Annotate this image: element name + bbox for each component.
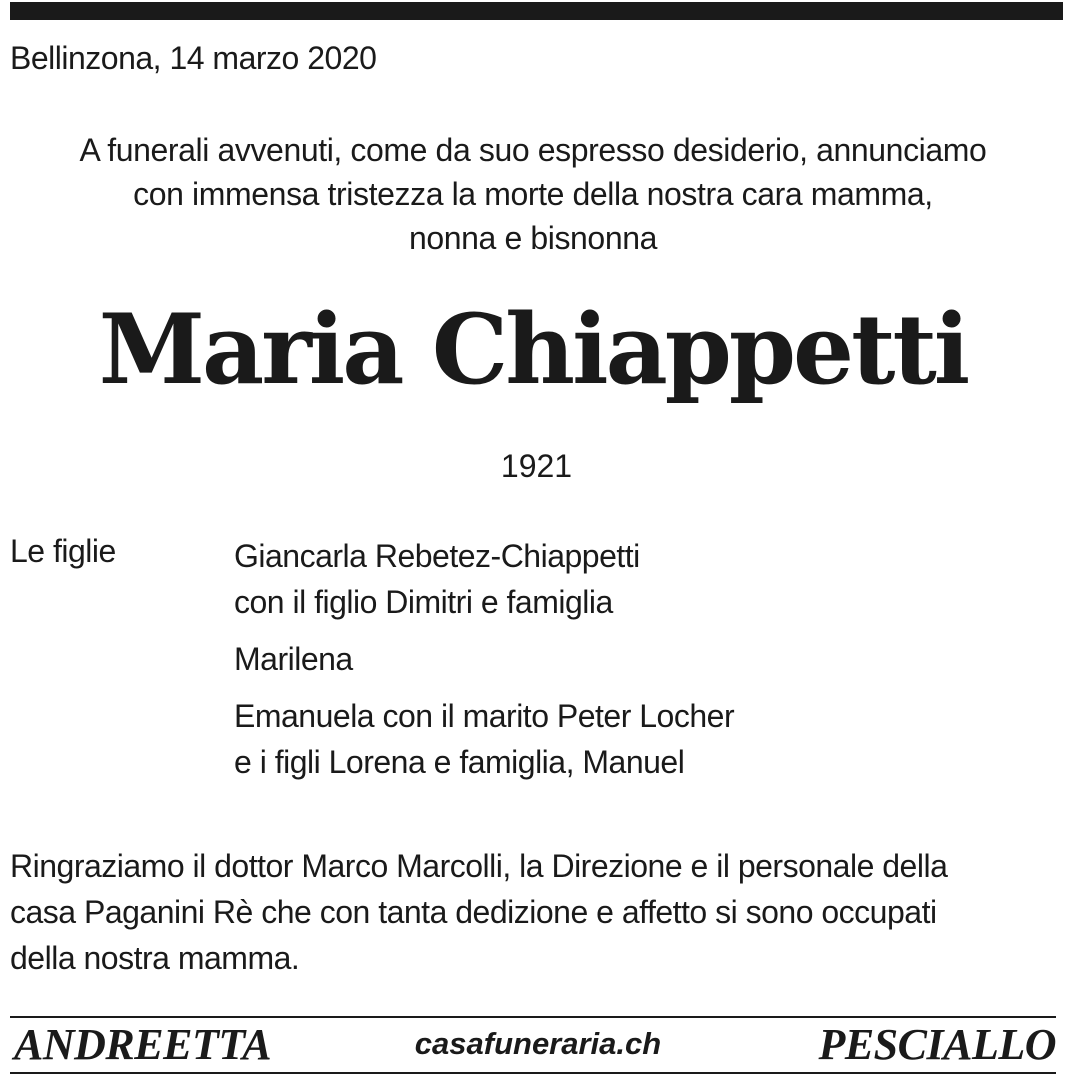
footer-brand-pesciallo: PESCIALLO	[818, 1020, 1056, 1069]
footer-rule-bottom	[10, 1072, 1056, 1074]
mourner-line: Emanuela con il marito Peter Locher	[234, 698, 735, 734]
mourner-entry	[234, 636, 734, 682]
intro-line: A funerali avvenuti, come da suo espresso desiderio, annunciamo	[79, 132, 987, 168]
birth-year: 1921	[500, 448, 573, 484]
mourner-line: Marilena	[234, 641, 353, 677]
intro-line: nonna e bisnonna	[408, 220, 658, 256]
mourner-line: Giancarla Rebetez-Chiappetti	[234, 538, 640, 574]
mourner-entry	[234, 693, 734, 785]
footer-website[interactable]: casafuneraria.ch	[414, 1026, 662, 1061]
thanks-line: casa Paganini Rè che con tanta dedizione e affetto si sono occupati	[10, 894, 937, 930]
mourner-line: con il figlio Dimitri e famiglia	[234, 584, 613, 620]
mourner-line: e i figli Lorena e famiglia, Manuel	[234, 744, 685, 780]
intro-text	[10, 128, 1056, 260]
thanks-line: della nostra mamma.	[10, 940, 300, 976]
mourner-entry	[234, 533, 734, 625]
mourners-label: Le figlie	[10, 533, 116, 569]
intro-line: con immensa tristezza la morte della nostra cara mamma,	[133, 176, 933, 212]
place-date: Bellinzona, 14 marzo 2020	[10, 40, 377, 76]
mourners-list	[234, 533, 734, 796]
top-rule	[10, 2, 1063, 20]
deceased-name: Maria Chiappetti	[98, 293, 968, 406]
footer-brand-andreetta: ANDREETTA	[14, 1020, 272, 1069]
thanks-text	[10, 843, 1060, 981]
thanks-line: Ringraziamo il dottor Marco Marcolli, la Direzione e il personale della	[10, 848, 948, 884]
